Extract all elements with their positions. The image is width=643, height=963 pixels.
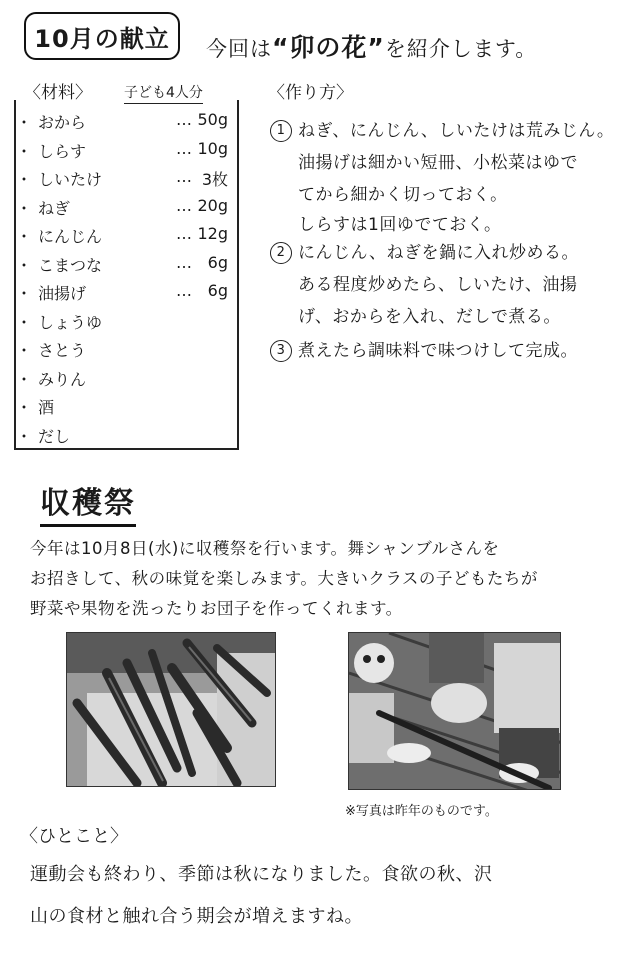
- memo-heading: 〈ひとこと〉: [20, 826, 128, 847]
- intro-highlight: “卯の花”: [272, 33, 385, 62]
- memo-line: 運動会も終わり、季節は秋になりました。食欲の秋、沢: [30, 864, 493, 885]
- step-number: 2: [270, 242, 292, 264]
- ingredient-amount: 3枚: [201, 170, 228, 189]
- ingredient-name: ねぎ: [38, 198, 71, 218]
- photo-children: [348, 632, 561, 790]
- step-number: 3: [270, 340, 292, 362]
- ingredient-row: [16, 334, 234, 362]
- harvest-title: 収穫祭: [40, 478, 136, 527]
- ingredients-servings: 子ども4人分: [124, 82, 203, 104]
- ingredient-dots: …: [176, 195, 193, 215]
- step-number: 1: [270, 120, 292, 142]
- ingredient-row: [16, 163, 234, 191]
- menu-title-box: [24, 12, 180, 60]
- ingredient-bullet: ・: [16, 113, 33, 132]
- step-line: [298, 270, 577, 295]
- photo-caption: ※写真は昨年のものです。: [345, 804, 498, 819]
- step-text: ねぎ、にんじん、しいたけは荒みじん。: [298, 121, 615, 141]
- step-text: 油揚げは細かい短冊、小松菜はゆで: [298, 153, 578, 173]
- ingredient-name: しらす: [38, 141, 87, 161]
- ingredient-row: [16, 363, 234, 391]
- step-line: [298, 180, 508, 205]
- step-line: [298, 302, 561, 327]
- menu-title: 10月の献立: [34, 24, 170, 53]
- step-line: [298, 210, 501, 235]
- harvest-line: 野菜や果物を洗ったりお団子を作ってくれます。: [30, 599, 403, 618]
- step-line: [298, 148, 578, 173]
- photo-sticks: [66, 632, 276, 787]
- ingredient-bullet: ・: [16, 312, 33, 332]
- ingredient-dots: …: [176, 110, 193, 129]
- ingredient-bullet: ・: [16, 426, 33, 446]
- step-text: にんじん、ねぎを鍋に入れ炒める。: [298, 243, 580, 263]
- step-line: [270, 336, 578, 362]
- ingredient-dots: …: [176, 224, 193, 243]
- ingredient-bullet: ・: [16, 227, 33, 246]
- ingredient-name: だし: [38, 426, 71, 446]
- ingredient-bullet: ・: [16, 255, 33, 275]
- ingredient-bullet: ・: [16, 141, 33, 161]
- ingredient-bullet: ・: [16, 369, 33, 389]
- ingredient-dots: …: [176, 167, 193, 186]
- ingredient-name: しいたけ: [38, 170, 103, 189]
- ingredient-row: [16, 306, 234, 334]
- ingredient-bullet: ・: [16, 198, 33, 218]
- intro-text: [206, 28, 537, 64]
- ingredient-row: [16, 249, 234, 277]
- ingredient-name: 油揚げ: [38, 284, 87, 303]
- ingredient-row: [16, 391, 234, 419]
- harvest-line: お招きして、秋の味覚を楽しみます。大きいクラスの子どもたちが: [30, 569, 538, 588]
- ingredient-bullet: ・: [16, 341, 33, 360]
- ingredient-row: [16, 220, 234, 248]
- ingredient-amount: 20g: [197, 195, 228, 215]
- ingredient-amount: 10g: [197, 138, 228, 158]
- ingredient-row: [16, 277, 234, 305]
- ingredient-name: みりん: [38, 369, 87, 389]
- ingredient-amount: 6g: [207, 252, 228, 272]
- step-line: [270, 116, 614, 142]
- photo-sticks-image: [67, 633, 276, 787]
- step-line: [270, 238, 579, 264]
- step-text: げ、おからを入れ、だしで煮る。: [298, 307, 561, 327]
- ingredient-name: しょうゆ: [38, 312, 103, 332]
- ingredient-name: 酒: [38, 398, 55, 417]
- ingredient-dots: …: [176, 138, 193, 158]
- ingredient-amount: 6g: [207, 281, 228, 300]
- photo-children-image: [349, 633, 561, 790]
- ingredient-row: [16, 106, 234, 134]
- ingredient-dots: …: [176, 252, 193, 272]
- ingredient-name: にんじん: [38, 227, 103, 246]
- ingredient-bullet: ・: [16, 398, 33, 417]
- ingredient-bullet: ・: [16, 284, 33, 303]
- ingredient-name: おから: [38, 113, 87, 132]
- ingredient-amount: 50g: [197, 110, 228, 129]
- step-text: 煮えたら調味料で味つけして完成。: [298, 341, 578, 361]
- ingredient-row: [16, 420, 234, 448]
- step-text: ある程度炒めたら、しいたけ、油揚: [298, 275, 578, 295]
- steps-heading: 〈作り方〉: [268, 83, 353, 103]
- step-text: しらすは1回ゆでておく。: [298, 215, 502, 235]
- harvest-line: 今年は10月8日(水)に収穫祭を行います。舞シャンブルさんを: [30, 539, 500, 558]
- intro-prefix: 今回は: [206, 37, 272, 61]
- ingredients-heading: 〈材料〉: [24, 83, 92, 103]
- ingredient-bullet: ・: [16, 170, 33, 189]
- memo-line: 山の食材と触れ合う期会が増えますね。: [30, 906, 363, 927]
- ingredient-name: こまつな: [38, 255, 103, 275]
- ingredient-row: [16, 135, 234, 163]
- intro-suffix: を紹介します。: [384, 37, 538, 61]
- ingredient-row: [16, 192, 234, 220]
- step-text: てから細かく切っておく。: [298, 185, 508, 205]
- ingredient-dots: …: [176, 281, 193, 300]
- ingredient-amount: 12g: [197, 224, 228, 243]
- ingredient-name: さとう: [38, 341, 87, 360]
